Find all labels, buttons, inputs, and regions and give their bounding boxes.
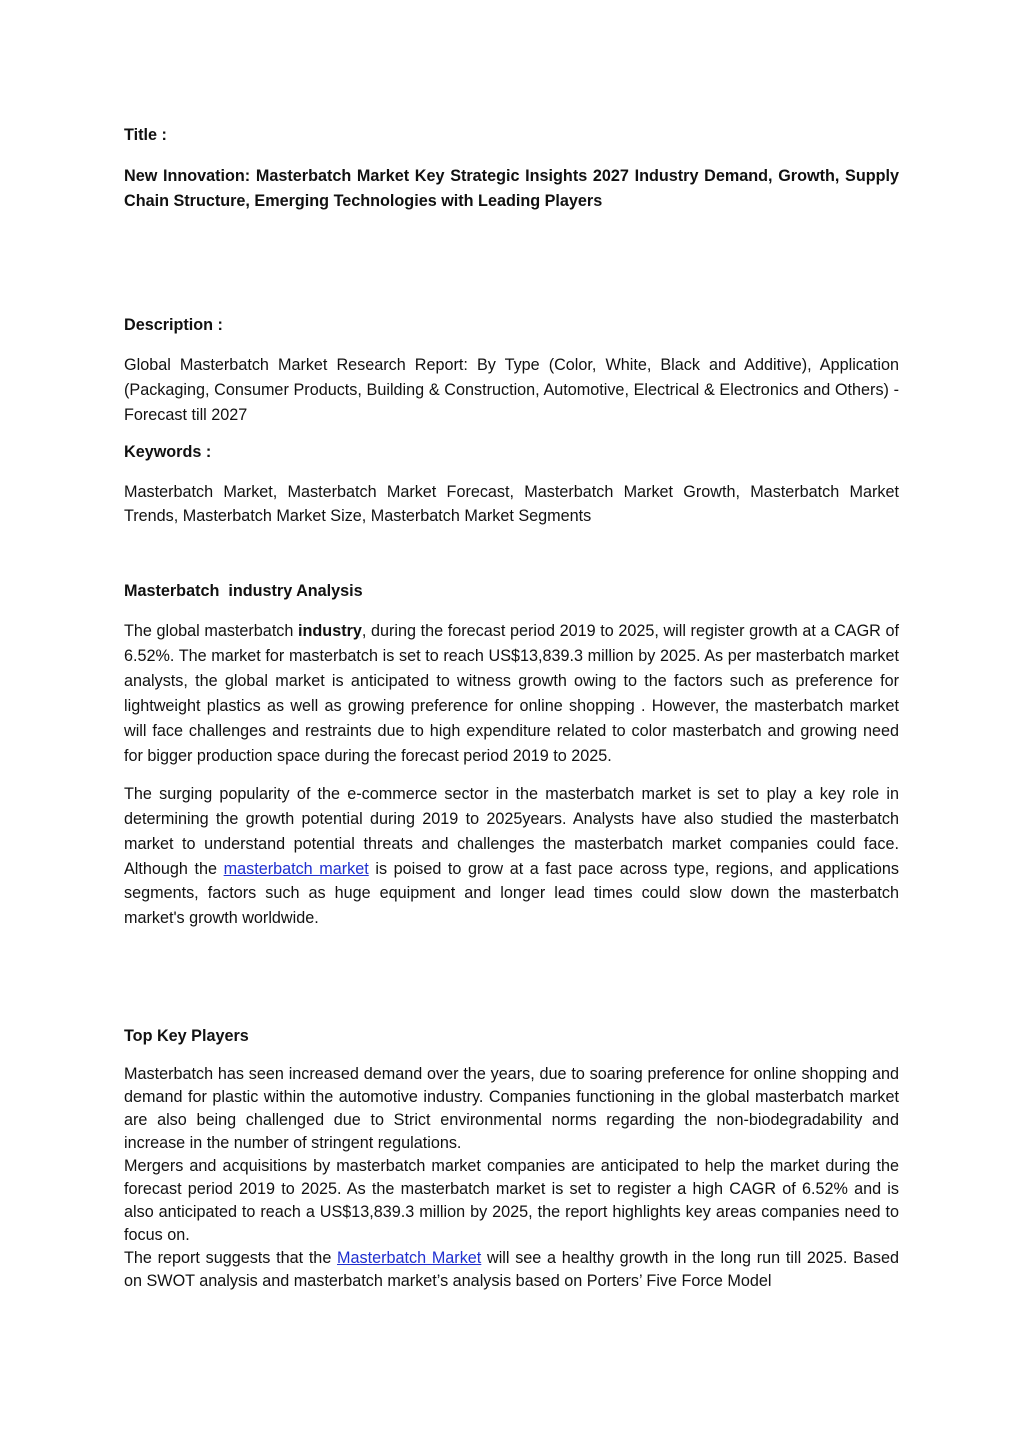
- keywords-label: Keywords :: [124, 442, 212, 461]
- analysis-paragraph-1: [124, 619, 899, 768]
- description-label: Description :: [124, 315, 223, 334]
- players-p3-text-a: The report suggests that the: [124, 1249, 338, 1268]
- masterbatch-market-report-link[interactable]: Masterbatch Market: [337, 1249, 482, 1268]
- players-p3-text-b: will see a healthy growth in the long run till 2025. Based on SWOT analysis and masterbatch market’s analysis based on Porters’ Five Force Model: [124, 1249, 899, 1291]
- description-text: Global Masterbatch Market Research Report: By Type (Color, White, Black and Additive), Application (Packaging, Consumer Products, Building & Construction, Automotive, Electrical & Electronics and Others) - Forecast till 2027: [124, 355, 899, 424]
- analysis-heading: Masterbatch industry Analysis: [124, 582, 363, 601]
- players-heading: Top Key Players: [124, 1027, 249, 1046]
- players-section: [124, 1063, 899, 1293]
- players-paragraph-2: Mergers and acquisitions by masterbatch market companies are anticipated to help the market during the forecast period 2019 to 2025. As the masterbatch market is set to register a high CAGR of 6.52% and is also anticipated to reach a US$13,839.3 million by 2025, the report highlights key areas companies need to focus on.: [124, 1157, 899, 1245]
- analysis-paragraph-2: [124, 782, 899, 931]
- analysis-p2-text-b: is poised to grow at a fast pace across type, regions, and applications segments, factors such as huge equipment and longer lead times could slow down the masterbatch market's growth worldwide.: [124, 859, 900, 928]
- masterbatch-market-link[interactable]: masterbatch market: [223, 859, 369, 878]
- players-paragraph-3: [124, 1247, 899, 1293]
- analysis-p1-bold: industry: [298, 622, 362, 641]
- players-paragraph-1: Masterbatch has seen increased demand over the years, due to soaring preference for online shopping and demand for plastic within the automotive industry. Companies functioning in the global masterbatch market are also being challenged due to Strict environmental norms regarding the non-biodegradability and increase in the number of stringent regulations.: [124, 1065, 899, 1153]
- analysis-p1-text-a: The global masterbatch: [124, 622, 299, 641]
- analysis-p2-text-a: The surging popularity of the e-commerce sector in the masterbatch market is set to play a key role in determining the growth potential during 2019 to 2025years. Analysts have also studied the masterbatch market to understand potential threats and challenges the masterbatch market companies could face. Although the: [124, 784, 899, 878]
- document-title: New Innovation: Masterbatch Market Key Strategic Insights 2027 Industry Demand, Growth, Supply Chain Structure, Emerging Technologies with Leading Players: [124, 167, 899, 210]
- document-content: [124, 125, 899, 1293]
- keywords-text: Masterbatch Market, Masterbatch Market Forecast, Masterbatch Market Growth, Masterbatch Market Trends, Masterbatch Market Size, Masterbatch Market Segments: [124, 482, 899, 526]
- analysis-p1-text-b: , during the forecast period 2019 to 2025, will register growth at a CAGR of 6.52%. The market for masterbatch is set to reach US$13,839.3 million by 2025. As per masterbatch market analysts, the global market is anticipated to witness growth owing to the factors such as preference for lightweight plastics as well as growing preference for online shopping . However, the masterbatch market will face challenges and restraints due to high expenditure related to color masterbatch and growing need for bigger production space during the forecast period 2019 to 2025.: [124, 622, 899, 765]
- title-label: Title :: [124, 126, 167, 144]
